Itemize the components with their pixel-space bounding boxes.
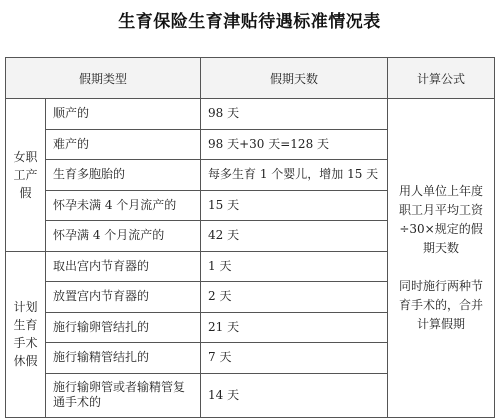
leave-type-cell: 施行输卵管或者输精管复通手术的 [46, 373, 201, 417]
leave-type-cell: 难产的 [46, 129, 201, 160]
group-label-family-planning [6, 251, 46, 417]
group-label-line: 计划 [13, 300, 38, 314]
leave-days-cell: 15 天 [201, 190, 388, 221]
group-label-maternity-leave [6, 99, 46, 252]
leave-type-cell: 放置宫内节育器的 [46, 282, 201, 313]
leave-days-cell: 14 天 [201, 373, 388, 417]
header-formula: 计算公式 [388, 58, 495, 99]
group-label-line: 工产 [13, 167, 38, 182]
header-row [6, 58, 495, 99]
leave-type-cell: 怀孕未满 4 个月流产的 [46, 190, 201, 221]
leave-type-cell: 怀孕满 4 个月流产的 [46, 221, 201, 252]
header-leave-days: 假期天数 [201, 58, 388, 99]
leave-days-cell: 2 天 [201, 282, 388, 313]
leave-days-cell: 21 天 [201, 312, 388, 343]
group-label-line: 手术 [13, 336, 38, 350]
leave-type-cell: 取出宫内节育器的 [46, 251, 201, 282]
leave-days-cell: 42 天 [201, 221, 388, 252]
header-leave-type: 假期类型 [6, 58, 201, 99]
maternity-allowance-table [5, 57, 495, 418]
leave-type-cell: 施行输卵管结扎的 [46, 312, 201, 343]
leave-days-cell: 98 天 [201, 99, 388, 130]
leave-days-cell: 7 天 [201, 343, 388, 374]
page-title: 生育保险生育津贴待遇标准情况表 [118, 12, 381, 32]
formula-note: 同时施行两种节育手术的，合并计算假期 [399, 278, 484, 331]
leave-days-cell: 98 天+30 天=128 天 [201, 129, 388, 160]
formula-main: 用人单位上年度职工月平均工资÷30×规定的假期天数 [399, 183, 484, 255]
leave-type-cell: 顺产的 [46, 99, 201, 130]
group-label-line: 女职 [13, 149, 38, 164]
formula-cell [388, 99, 495, 418]
leave-days-cell: 每多生育 1 个婴儿，增加 15 天 [201, 160, 388, 191]
group-label-line: 休假 [13, 354, 38, 368]
group-label-line: 生育 [13, 318, 38, 332]
group-label-line: 假 [19, 185, 32, 200]
leave-type-cell: 施行输精管结扎的 [46, 343, 201, 374]
leave-days-cell: 1 天 [201, 251, 388, 282]
leave-type-cell: 生育多胞胎的 [46, 160, 201, 191]
table-row [6, 99, 495, 130]
